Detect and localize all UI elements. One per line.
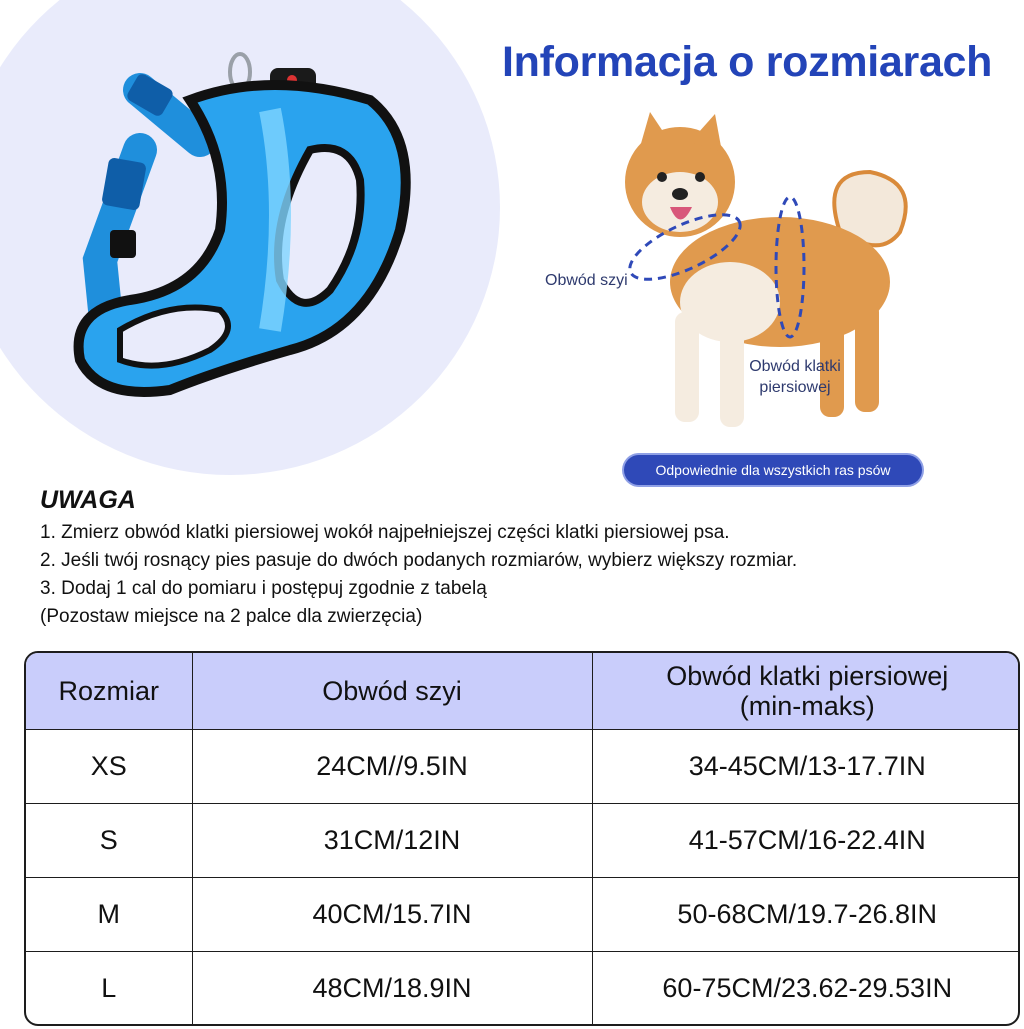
cell-size: XS	[26, 729, 192, 803]
all-breeds-badge: Odpowiednie dla wszystkich ras psów	[624, 455, 922, 485]
note-line-3: 3. Dodaj 1 cal do pomiaru i postępuj zgodnie z tabelą	[40, 578, 487, 599]
note-line-4: (Pozostaw miejsce na 2 palce dla zwierzęcia)	[40, 606, 423, 627]
chest-label-line2: piersiowej	[759, 379, 831, 396]
table-row	[26, 803, 1020, 877]
header-size: Rozmiar	[26, 653, 192, 729]
cell-chest: 34-45CM/13-17.7IN	[592, 729, 1020, 803]
cell-chest: 41-57CM/16-22.4IN	[592, 803, 1020, 877]
note-title: UWAGA	[40, 486, 136, 514]
table-header-row	[26, 653, 1020, 729]
cell-neck: 24CM//9.5IN	[192, 729, 592, 803]
cell-neck: 31CM/12IN	[192, 803, 592, 877]
note-line-1: 1. Zmierz obwód klatki piersiowej wokół najpełniejszej części klatki piersiowej psa.	[40, 522, 730, 543]
dog-harness-image	[40, 30, 480, 430]
table-row	[26, 877, 1020, 951]
cell-size: L	[26, 951, 192, 1025]
cell-size: M	[26, 877, 192, 951]
page-title: Informacja o rozmiarach	[502, 38, 993, 86]
dog-illustration	[620, 112, 930, 452]
header-chest-line2: (min-maks)	[739, 690, 875, 721]
header-neck: Obwód szyi	[192, 653, 592, 729]
cell-chest: 50-68CM/19.7-26.8IN	[592, 877, 1020, 951]
chest-label-line1: Obwód klatki	[749, 358, 841, 375]
cell-neck: 48CM/18.9IN	[192, 951, 592, 1025]
header-chest	[592, 653, 1020, 729]
note-section	[40, 486, 1010, 631]
chest-label	[735, 356, 855, 398]
header-chest-line1: Obwód klatki piersiowej	[666, 660, 949, 691]
note-line-2: 2. Jeśli twój rosnący pies pasuje do dwóch podanych rozmiarów, wybierz większy rozmiar.	[40, 550, 798, 571]
table-row	[26, 951, 1020, 1025]
size-table	[24, 651, 1020, 1026]
cell-size: S	[26, 803, 192, 877]
table-row	[26, 729, 1020, 803]
cell-chest: 60-75CM/23.62-29.53IN	[592, 951, 1020, 1025]
cell-neck: 40CM/15.7IN	[192, 877, 592, 951]
neck-label: Obwód szyi	[545, 272, 628, 289]
